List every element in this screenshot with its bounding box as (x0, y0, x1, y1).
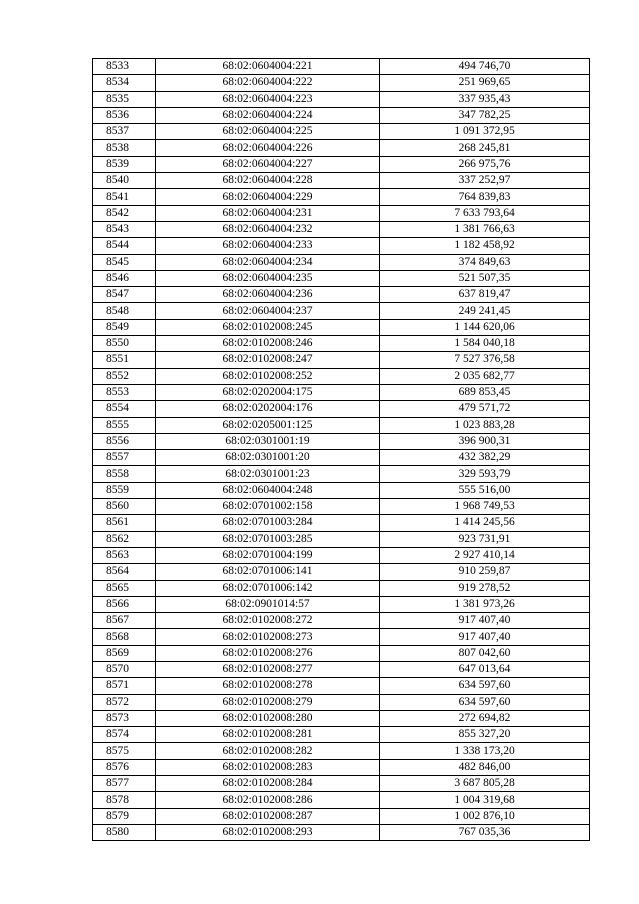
cadastral-value: 1 091 372,95 (380, 124, 590, 140)
cadastral-value: 555 516,00 (380, 482, 590, 498)
cadastral-value: 396 900,31 (380, 433, 590, 449)
cadastral-value: 329 593,79 (380, 466, 590, 482)
row-number: 8551 (93, 352, 156, 368)
row-number: 8544 (93, 238, 156, 254)
cadastral-value: 479 571,72 (380, 401, 590, 417)
table-row (93, 433, 590, 449)
table-row (93, 287, 590, 303)
cadastral-value: 1 584 040,18 (380, 336, 590, 352)
row-number: 8575 (93, 743, 156, 759)
cadastral-number: 68:02:0301001:20 (156, 450, 380, 466)
cadastral-value: 1 182 458,92 (380, 238, 590, 254)
row-number: 8568 (93, 629, 156, 645)
row-number: 8573 (93, 710, 156, 726)
row-number: 8539 (93, 156, 156, 172)
cadastral-value: 767 035,36 (380, 824, 590, 840)
table-row (93, 661, 590, 677)
cadastral-value: 634 597,60 (380, 694, 590, 710)
cadastral-number: 68:02:0102008:287 (156, 808, 380, 824)
cadastral-value: 807 042,60 (380, 645, 590, 661)
row-number: 8555 (93, 417, 156, 433)
cadastral-value: 432 382,29 (380, 450, 590, 466)
cadastral-value: 374 849,63 (380, 254, 590, 270)
table-row (93, 401, 590, 417)
cadastral-value: 917 407,40 (380, 629, 590, 645)
cadastral-number: 68:02:0604004:248 (156, 482, 380, 498)
cadastral-value: 251 969,65 (380, 75, 590, 91)
table-row (93, 580, 590, 596)
cadastral-number: 68:02:0701006:141 (156, 564, 380, 580)
table-row (93, 759, 590, 775)
cadastral-number: 68:02:0102008:272 (156, 613, 380, 629)
table-row (93, 499, 590, 515)
cadastral-value: 855 327,20 (380, 727, 590, 743)
cadastral-value: 1 338 173,20 (380, 743, 590, 759)
cadastral-value: 482 846,00 (380, 759, 590, 775)
row-number: 8580 (93, 824, 156, 840)
cadastral-value: 1 381 973,26 (380, 596, 590, 612)
cadastral-number: 68:02:0102008:252 (156, 368, 380, 384)
row-number: 8572 (93, 694, 156, 710)
cadastral-number: 68:02:0701006:142 (156, 580, 380, 596)
table-row (93, 319, 590, 335)
row-number: 8549 (93, 319, 156, 335)
cadastral-value: 1 023 883,28 (380, 417, 590, 433)
row-number: 8571 (93, 678, 156, 694)
cadastral-number: 68:02:0102008:279 (156, 694, 380, 710)
row-number: 8540 (93, 173, 156, 189)
cadastral-value: 337 252,97 (380, 173, 590, 189)
cadastral-value: 1 968 749,53 (380, 499, 590, 515)
cadastral-number: 68:02:0604004:223 (156, 91, 380, 107)
cadastral-number: 68:02:0701002:158 (156, 499, 380, 515)
cadastral-number: 68:02:0102008:276 (156, 645, 380, 661)
table-row (93, 303, 590, 319)
cadastral-number: 68:02:0604004:234 (156, 254, 380, 270)
table-row (93, 221, 590, 237)
cadastral-value-table (92, 58, 590, 841)
table-row (93, 596, 590, 612)
cadastral-value: 7 527 376,58 (380, 352, 590, 368)
cadastral-number: 68:02:0102008:245 (156, 319, 380, 335)
table-row (93, 629, 590, 645)
cadastral-number: 68:02:0102008:277 (156, 661, 380, 677)
row-number: 8560 (93, 499, 156, 515)
cadastral-number: 68:02:0102008:284 (156, 776, 380, 792)
row-number: 8569 (93, 645, 156, 661)
cadastral-value: 764 839,83 (380, 189, 590, 205)
table-row (93, 107, 590, 123)
table-row (93, 270, 590, 286)
cadastral-value: 249 241,45 (380, 303, 590, 319)
table-row (93, 59, 590, 75)
table-row (93, 450, 590, 466)
row-number: 8541 (93, 189, 156, 205)
cadastral-number: 68:02:0604004:235 (156, 270, 380, 286)
table-row (93, 189, 590, 205)
table-row (93, 792, 590, 808)
row-number: 8559 (93, 482, 156, 498)
cadastral-number: 68:02:0604004:228 (156, 173, 380, 189)
cadastral-number: 68:02:0604004:221 (156, 59, 380, 75)
cadastral-number: 68:02:0701003:284 (156, 515, 380, 531)
row-number: 8576 (93, 759, 156, 775)
row-number: 8554 (93, 401, 156, 417)
table-row (93, 776, 590, 792)
cadastral-number: 68:02:0102008:281 (156, 727, 380, 743)
cadastral-value: 272 694,82 (380, 710, 590, 726)
cadastral-value: 3 687 805,28 (380, 776, 590, 792)
table-row (93, 482, 590, 498)
row-number: 8574 (93, 727, 156, 743)
table-row (93, 173, 590, 189)
table-row (93, 75, 590, 91)
cadastral-number: 68:02:0604004:231 (156, 205, 380, 221)
table-row (93, 824, 590, 840)
row-number: 8537 (93, 124, 156, 140)
table-row (93, 727, 590, 743)
row-number: 8570 (93, 661, 156, 677)
table-row (93, 352, 590, 368)
table-row (93, 547, 590, 563)
row-number: 8534 (93, 75, 156, 91)
cadastral-number: 68:02:0604004:232 (156, 221, 380, 237)
cadastral-value: 1 414 245,56 (380, 515, 590, 531)
cadastral-number: 68:02:0701003:285 (156, 531, 380, 547)
cadastral-value: 7 633 793,64 (380, 205, 590, 221)
cadastral-value: 917 407,40 (380, 613, 590, 629)
cadastral-value: 647 013,64 (380, 661, 590, 677)
row-number: 8545 (93, 254, 156, 270)
table-row (93, 466, 590, 482)
row-number: 8577 (93, 776, 156, 792)
table-row (93, 205, 590, 221)
row-number: 8533 (93, 59, 156, 75)
row-number: 8535 (93, 91, 156, 107)
cadastral-number: 68:02:0604004:224 (156, 107, 380, 123)
table-row (93, 384, 590, 400)
cadastral-value: 1 144 620,06 (380, 319, 590, 335)
row-number: 8563 (93, 547, 156, 563)
table-row (93, 678, 590, 694)
row-number: 8564 (93, 564, 156, 580)
table-row (93, 368, 590, 384)
table-body (93, 59, 590, 841)
cadastral-number: 68:02:0604004:225 (156, 124, 380, 140)
cadastral-number: 68:02:0301001:23 (156, 466, 380, 482)
row-number: 8562 (93, 531, 156, 547)
cadastral-value: 1 004 319,68 (380, 792, 590, 808)
cadastral-number: 68:02:0604004:236 (156, 287, 380, 303)
cadastral-value: 268 245,81 (380, 140, 590, 156)
cadastral-number: 68:02:0102008:282 (156, 743, 380, 759)
row-number: 8566 (93, 596, 156, 612)
cadastral-value: 347 782,25 (380, 107, 590, 123)
cadastral-number: 68:02:0604004:222 (156, 75, 380, 91)
row-number: 8561 (93, 515, 156, 531)
cadastral-number: 68:02:0604004:229 (156, 189, 380, 205)
cadastral-value: 634 597,60 (380, 678, 590, 694)
row-number: 8578 (93, 792, 156, 808)
cadastral-number: 68:02:0102008:246 (156, 336, 380, 352)
cadastral-number: 68:02:0205001:125 (156, 417, 380, 433)
row-number: 8542 (93, 205, 156, 221)
table-row (93, 694, 590, 710)
cadastral-value: 1 002 876,10 (380, 808, 590, 824)
row-number: 8548 (93, 303, 156, 319)
cadastral-value: 337 935,43 (380, 91, 590, 107)
cadastral-number: 68:02:0701004:199 (156, 547, 380, 563)
cadastral-number: 68:02:0102008:286 (156, 792, 380, 808)
table-row (93, 710, 590, 726)
cadastral-number: 68:02:0102008:278 (156, 678, 380, 694)
cadastral-number: 68:02:0901014:57 (156, 596, 380, 612)
row-number: 8556 (93, 433, 156, 449)
table-row (93, 613, 590, 629)
cadastral-value: 2 035 682,77 (380, 368, 590, 384)
table-row (93, 564, 590, 580)
cadastral-number: 68:02:0102008:247 (156, 352, 380, 368)
row-number: 8550 (93, 336, 156, 352)
row-number: 8538 (93, 140, 156, 156)
table-row (93, 808, 590, 824)
cadastral-number: 68:02:0604004:226 (156, 140, 380, 156)
table-row (93, 743, 590, 759)
cadastral-value: 637 819,47 (380, 287, 590, 303)
table-row (93, 156, 590, 172)
cadastral-number: 68:02:0202004:175 (156, 384, 380, 400)
table-row (93, 531, 590, 547)
cadastral-number: 68:02:0102008:283 (156, 759, 380, 775)
cadastral-value: 1 381 766,63 (380, 221, 590, 237)
row-number: 8536 (93, 107, 156, 123)
table-row (93, 417, 590, 433)
cadastral-value: 910 259,87 (380, 564, 590, 580)
cadastral-number: 68:02:0604004:233 (156, 238, 380, 254)
table-row (93, 238, 590, 254)
cadastral-value: 2 927 410,14 (380, 547, 590, 563)
row-number: 8543 (93, 221, 156, 237)
table-row (93, 336, 590, 352)
cadastral-number: 68:02:0202004:176 (156, 401, 380, 417)
cadastral-value: 919 278,52 (380, 580, 590, 596)
table-row (93, 254, 590, 270)
table-row (93, 91, 590, 107)
cadastral-value: 266 975,76 (380, 156, 590, 172)
table-row (93, 645, 590, 661)
cadastral-number: 68:02:0102008:273 (156, 629, 380, 645)
row-number: 8558 (93, 466, 156, 482)
row-number: 8552 (93, 368, 156, 384)
table-row (93, 140, 590, 156)
cadastral-number: 68:02:0301001:19 (156, 433, 380, 449)
row-number: 8546 (93, 270, 156, 286)
cadastral-value: 521 507,35 (380, 270, 590, 286)
cadastral-number: 68:02:0102008:280 (156, 710, 380, 726)
row-number: 8567 (93, 613, 156, 629)
cadastral-value: 689 853,45 (380, 384, 590, 400)
table-row (93, 515, 590, 531)
row-number: 8565 (93, 580, 156, 596)
table-row (93, 124, 590, 140)
cadastral-value: 923 731,91 (380, 531, 590, 547)
cadastral-number: 68:02:0604004:227 (156, 156, 380, 172)
row-number: 8557 (93, 450, 156, 466)
row-number: 8553 (93, 384, 156, 400)
row-number: 8579 (93, 808, 156, 824)
cadastral-value: 494 746,70 (380, 59, 590, 75)
cadastral-number: 68:02:0604004:237 (156, 303, 380, 319)
row-number: 8547 (93, 287, 156, 303)
cadastral-number: 68:02:0102008:293 (156, 824, 380, 840)
